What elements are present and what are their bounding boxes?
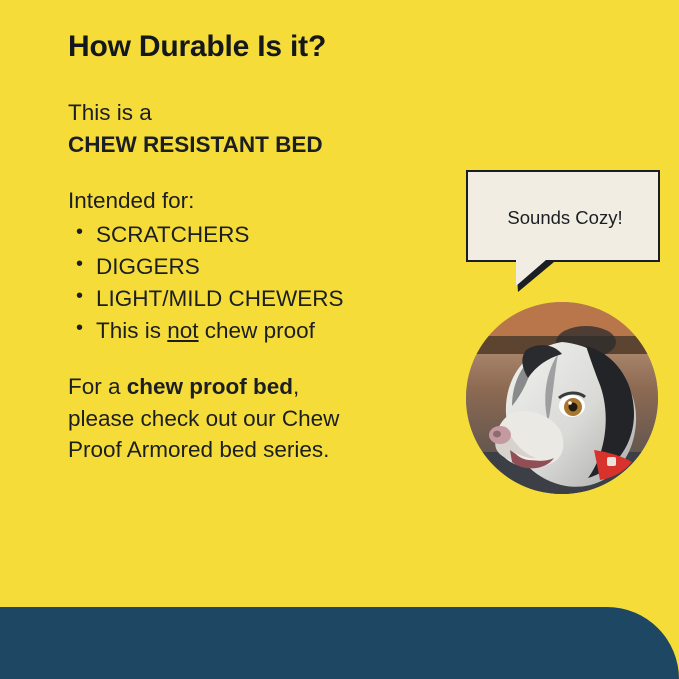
intended-for-label: Intended for: — [68, 187, 195, 213]
text-content-block — [68, 30, 488, 466]
dog-photo-illustration — [466, 302, 658, 494]
closing-paragraph — [68, 371, 488, 467]
intended-for-block — [68, 185, 488, 347]
closing-prefix: For a — [68, 373, 127, 399]
not-chew-proof-prefix: This is — [96, 317, 168, 343]
list-item-not-chew-proof — [96, 315, 488, 347]
intended-for-list — [68, 219, 488, 347]
closing-line-1-suffix: , — [293, 373, 300, 399]
closing-line-2: please check out our Chew — [68, 405, 340, 431]
intro-line-2: CHEW RESISTANT BED — [68, 131, 323, 157]
closing-bold-phrase: chew proof bed — [126, 373, 294, 399]
dog-photo — [466, 302, 658, 494]
not-chew-proof-suffix: chew proof — [198, 317, 315, 343]
list-item: • DIGGERS — [96, 251, 488, 283]
page-title: How Durable Is it? — [68, 30, 327, 63]
list-item: • SCRATCHERS — [96, 219, 488, 251]
list-item: • LIGHT/MILD CHEWERS — [96, 283, 488, 315]
speech-bubble — [466, 170, 660, 262]
intro-line-1: This is a — [68, 100, 152, 125]
bottom-band — [0, 607, 679, 679]
not-chew-proof-emphasis: not — [167, 317, 199, 343]
intro-paragraph — [68, 97, 488, 161]
closing-line-1 — [68, 371, 488, 403]
closing-line-3: Proof Armored bed series. — [68, 437, 330, 463]
speech-bubble-text: Sounds Cozy! — [507, 207, 623, 228]
speech-bubble-tail-inner — [516, 260, 546, 286]
